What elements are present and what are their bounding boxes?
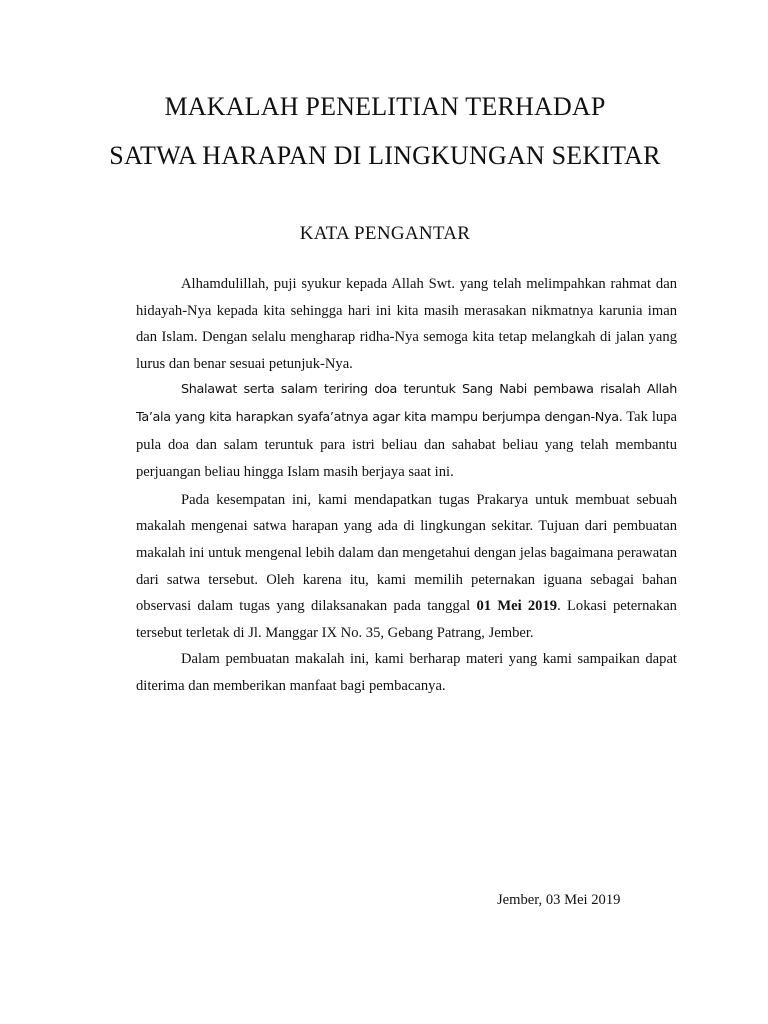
paragraph-2-part-1: Shalawat serta salam teriring doa teruntuk Sang Nabi pembawa risalah Allah Ta’ala yang kita harapkan syafa’atnya agar kita mampu berjumpa dengan-Nya. — [136, 382, 677, 425]
paragraph-3 — [136, 487, 677, 647]
paragraph-2 — [136, 377, 677, 486]
paragraph-4: Dalam pembuatan makalah ini, kami berharap materi yang kami sampaikan dapat diterima dan memberikan manfaat bagi pembacanya. — [136, 651, 677, 694]
paragraph-3-text-before-date: Pada kesempatan ini, kami mendapatkan tugas Prakarya untuk membuat sebuah makalah mengenai satwa harapan yang ada di lingkungan sekitar. Tujuan dari pembuatan makalah ini untuk mengenal lebih dalam dan mengetahui dengan jelas bagaimana perawatan dari satwa tersebut. Oleh karena itu, kami memilih peternakan iguana sebagai bahan observasi dalam tugas yang dilaksanakan pada tanggal — [136, 491, 677, 615]
document-title-line-1: MAKALAH PENELITIAN TERHADAP — [164, 92, 606, 121]
paragraph-3-text-after-date: . Lokasi peternakan tersebut terletak di Jl. Manggar IX No. 35, Gebang Patrang, Jember. — [136, 598, 677, 641]
paragraph-1: Alhamdulillah, puji syukur kepada Allah Swt. yang telah melimpahkan rahmat dan hidayah-Nya kepada kita sehingga hari ini kita masih merasakan nikmatnya karunia iman dan Islam. Dengan selalu mengharap ridha-Nya semoga kita tetap melangkah di jalan yang lurus dan benar sesuai petunjuk-Nya. — [136, 276, 677, 372]
body-text — [136, 271, 677, 700]
observation-date: 01 Mei 2019 — [476, 598, 558, 615]
document-title-line-2: SATWA HARAPAN DI LINGKUNGAN SEKITAR — [109, 141, 661, 170]
signature-place-date: Jember, 03 Mei 2019 — [497, 892, 621, 908]
paragraph-2-part-2: Tak lupa pula doa dan salam teruntuk para istri beliau dan sahabat beliau yang telah membantu perjuangan beliau hingga Islam masih berjaya saat ini. — [136, 408, 677, 481]
section-heading: KATA PENGANTAR — [299, 223, 471, 244]
